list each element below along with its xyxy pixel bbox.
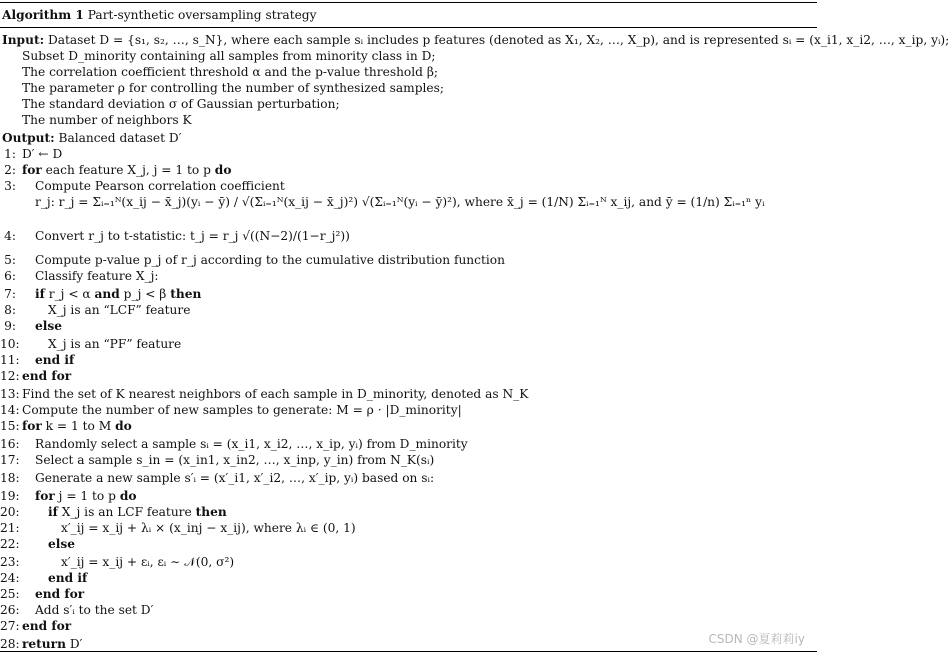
step-text: x′_ij = x_ij + λᵢ × (x_inj − x_ij), where λᵢ ∈ (0, 1) <box>61 521 356 535</box>
keyword: and <box>94 287 120 301</box>
algorithm-step <box>35 252 505 268</box>
line-number: 23: <box>0 555 20 569</box>
algorithm-step <box>35 436 468 452</box>
step-text: Compute p-value p_j of r_j according to the cumulative distribution function <box>35 253 505 267</box>
step-text: Add s′ᵢ to the set D′ <box>35 603 154 617</box>
algorithm-step <box>35 602 153 618</box>
step-text: Generate a new sample s′ᵢ = (x′_i1, x′_i2, …, x′_ip, yᵢ) based on sᵢ: <box>35 471 435 485</box>
step-text: each feature X_j, j = 1 to p <box>41 163 215 177</box>
algorithm-step <box>35 452 434 468</box>
algorithm-number: Algorithm 1 <box>2 8 84 22</box>
line-number: 18: <box>0 471 20 485</box>
line-number: 24: <box>0 571 20 585</box>
line-number: 4: <box>4 229 16 243</box>
step-text: Compute the number of new samples to generate: M = ρ · |D_minority| <box>22 403 462 417</box>
algorithm-step <box>22 386 528 402</box>
algorithm-step <box>35 286 201 302</box>
algorithm-step <box>22 162 231 178</box>
algorithm-step <box>48 570 87 586</box>
step-text: D′ ← D <box>22 147 63 161</box>
input-line-4: The standard deviation σ of Gaussian perturbation; <box>22 97 340 111</box>
keyword: else <box>35 319 62 333</box>
algorithm-step <box>35 470 434 486</box>
algorithm-step <box>48 504 227 520</box>
algorithm-title: Part-synthetic oversampling strategy <box>87 8 317 22</box>
line-number: 16: <box>0 437 20 451</box>
algorithm-step <box>35 352 74 368</box>
watermark: CSDN @夏莉莉iy <box>708 632 805 646</box>
input-line-0 <box>2 32 949 48</box>
line-number: 1: <box>4 147 16 161</box>
line-number: 10: <box>0 337 20 351</box>
algorithm-step <box>22 368 71 384</box>
keyword: end for <box>22 619 72 633</box>
line-number: 20: <box>0 505 20 519</box>
line-number: 26: <box>0 603 20 617</box>
input-label: Input: <box>2 33 45 47</box>
line-number: 11: <box>0 353 20 367</box>
bottom-rule <box>0 651 817 652</box>
algorithm-step <box>35 178 285 194</box>
algorithm-step <box>22 418 132 434</box>
algorithm-step <box>48 302 190 318</box>
step-text: X_j is an LCF feature <box>57 505 196 519</box>
keyword: end for <box>35 587 85 601</box>
line-number: 14: <box>0 403 20 417</box>
step-text: X_j is an “LCF” feature <box>48 303 191 317</box>
line-number: 17: <box>0 453 20 467</box>
step-text: j = 1 to p <box>54 489 120 503</box>
keyword: then <box>195 505 227 519</box>
line-number: 13: <box>0 387 20 401</box>
keyword: then <box>170 287 202 301</box>
line-number: 3: <box>4 179 16 193</box>
algorithm-step <box>35 318 62 334</box>
step-text: Find the set of K nearest neighbors of each sample in D_minority, denoted as N_K <box>22 387 529 401</box>
output-label: Output: <box>2 131 55 145</box>
algorithm-step <box>48 536 75 552</box>
step-text: Convert r_j to t-statistic: t_j = r_j √((N−2)/(1−r_j²)) <box>35 229 350 243</box>
keyword: for <box>22 163 42 177</box>
keyword: if <box>35 287 45 301</box>
keyword: do <box>115 419 132 433</box>
step-text: r_j < α <box>44 287 95 301</box>
line-number: 19: <box>0 489 20 503</box>
keyword: do <box>214 163 232 177</box>
line-number: 5: <box>4 253 16 267</box>
line-number: 9: <box>4 319 16 333</box>
line-number: 6: <box>4 269 16 283</box>
algorithm-step <box>22 402 462 418</box>
algorithm-step <box>35 268 158 284</box>
step-text: x′_ij = x_ij + εᵢ, εᵢ ∼ 𝒩(0, σ²) <box>61 555 235 569</box>
step-text: D′ <box>65 637 83 651</box>
input-line-5: The number of neighbors K <box>22 113 192 127</box>
line-number: 27: <box>0 619 20 633</box>
top-rule <box>0 2 817 3</box>
keyword: for <box>35 489 55 503</box>
algorithm-step <box>35 194 765 210</box>
algorithm-caption <box>2 8 317 22</box>
step-text: Select a sample s_in = (x_in1, x_in2, …, x_inp, y_in) from N_K(sᵢ) <box>35 453 435 467</box>
input-line-3: The parameter ρ for controlling the number of synthesized samples; <box>22 81 444 95</box>
line-number: 22: <box>0 537 20 551</box>
step-text: Compute Pearson correlation coefficient <box>35 179 285 193</box>
input-line-1: Subset D_minority containing all samples from minority class in D; <box>22 49 436 63</box>
step-text: X_j is an “PF” feature <box>48 337 182 351</box>
keyword: end if <box>35 353 75 367</box>
step-text: k = 1 to M <box>41 419 116 433</box>
line-number: 21: <box>0 521 20 535</box>
output-text: Balanced dataset D′ <box>58 131 182 145</box>
line-number: 2: <box>4 163 16 177</box>
keyword: return <box>22 637 66 651</box>
line-number: 15: <box>0 419 20 433</box>
line-number: 7: <box>4 287 16 301</box>
algorithm-step <box>48 336 181 352</box>
line-number: 8: <box>4 303 16 317</box>
algorithm-step <box>35 586 84 602</box>
output-line <box>2 130 181 146</box>
algorithm-step <box>22 146 62 162</box>
algorithm-step <box>22 618 71 634</box>
algorithm-step <box>35 228 350 244</box>
line-number: 28: <box>0 637 20 651</box>
keyword: else <box>48 537 75 551</box>
algorithm-step <box>22 636 82 652</box>
keyword: end if <box>48 571 88 585</box>
line-number: 25: <box>0 587 20 601</box>
keyword: end for <box>22 369 72 383</box>
algorithm-step <box>35 488 136 504</box>
step-text: Randomly select a sample sᵢ = (x_i1, x_i2, …, x_ip, yᵢ) from D_minority <box>35 437 468 451</box>
algorithm-step <box>61 554 234 570</box>
caption-rule <box>0 27 817 28</box>
step-text: p_j < β <box>119 287 171 301</box>
keyword: if <box>48 505 58 519</box>
step-text: Classify feature X_j: <box>35 269 159 283</box>
input-line-2: The correlation coefficient threshold α and the p-value threshold β; <box>22 65 438 79</box>
keyword: for <box>22 419 42 433</box>
line-number: 12: <box>0 369 20 383</box>
algorithm-step <box>61 520 356 536</box>
step-text: r_j: r_j = Σᵢ₌₁ᴺ(x_ij − x̄_j)(yᵢ − ȳ) / √(Σᵢ₌₁ᴺ(x_ij − x̄_j)²) √(Σᵢ₌₁ᴺ(yᵢ − ȳ)²), where x̄_j = (1/N) Σᵢ₌₁ᴺ x_ij, and ȳ = (1/n) Σᵢ₌₁ⁿ yᵢ <box>35 195 765 209</box>
keyword: do <box>119 489 137 503</box>
input-text-0: Dataset D = {s₁, s₂, …, s_N}, where each sample sᵢ includes p features (denoted as X₁, X₂, …, X_p), and is represented sᵢ = (x_i1, x_i2, …, x_ip, yᵢ); <box>47 33 949 47</box>
